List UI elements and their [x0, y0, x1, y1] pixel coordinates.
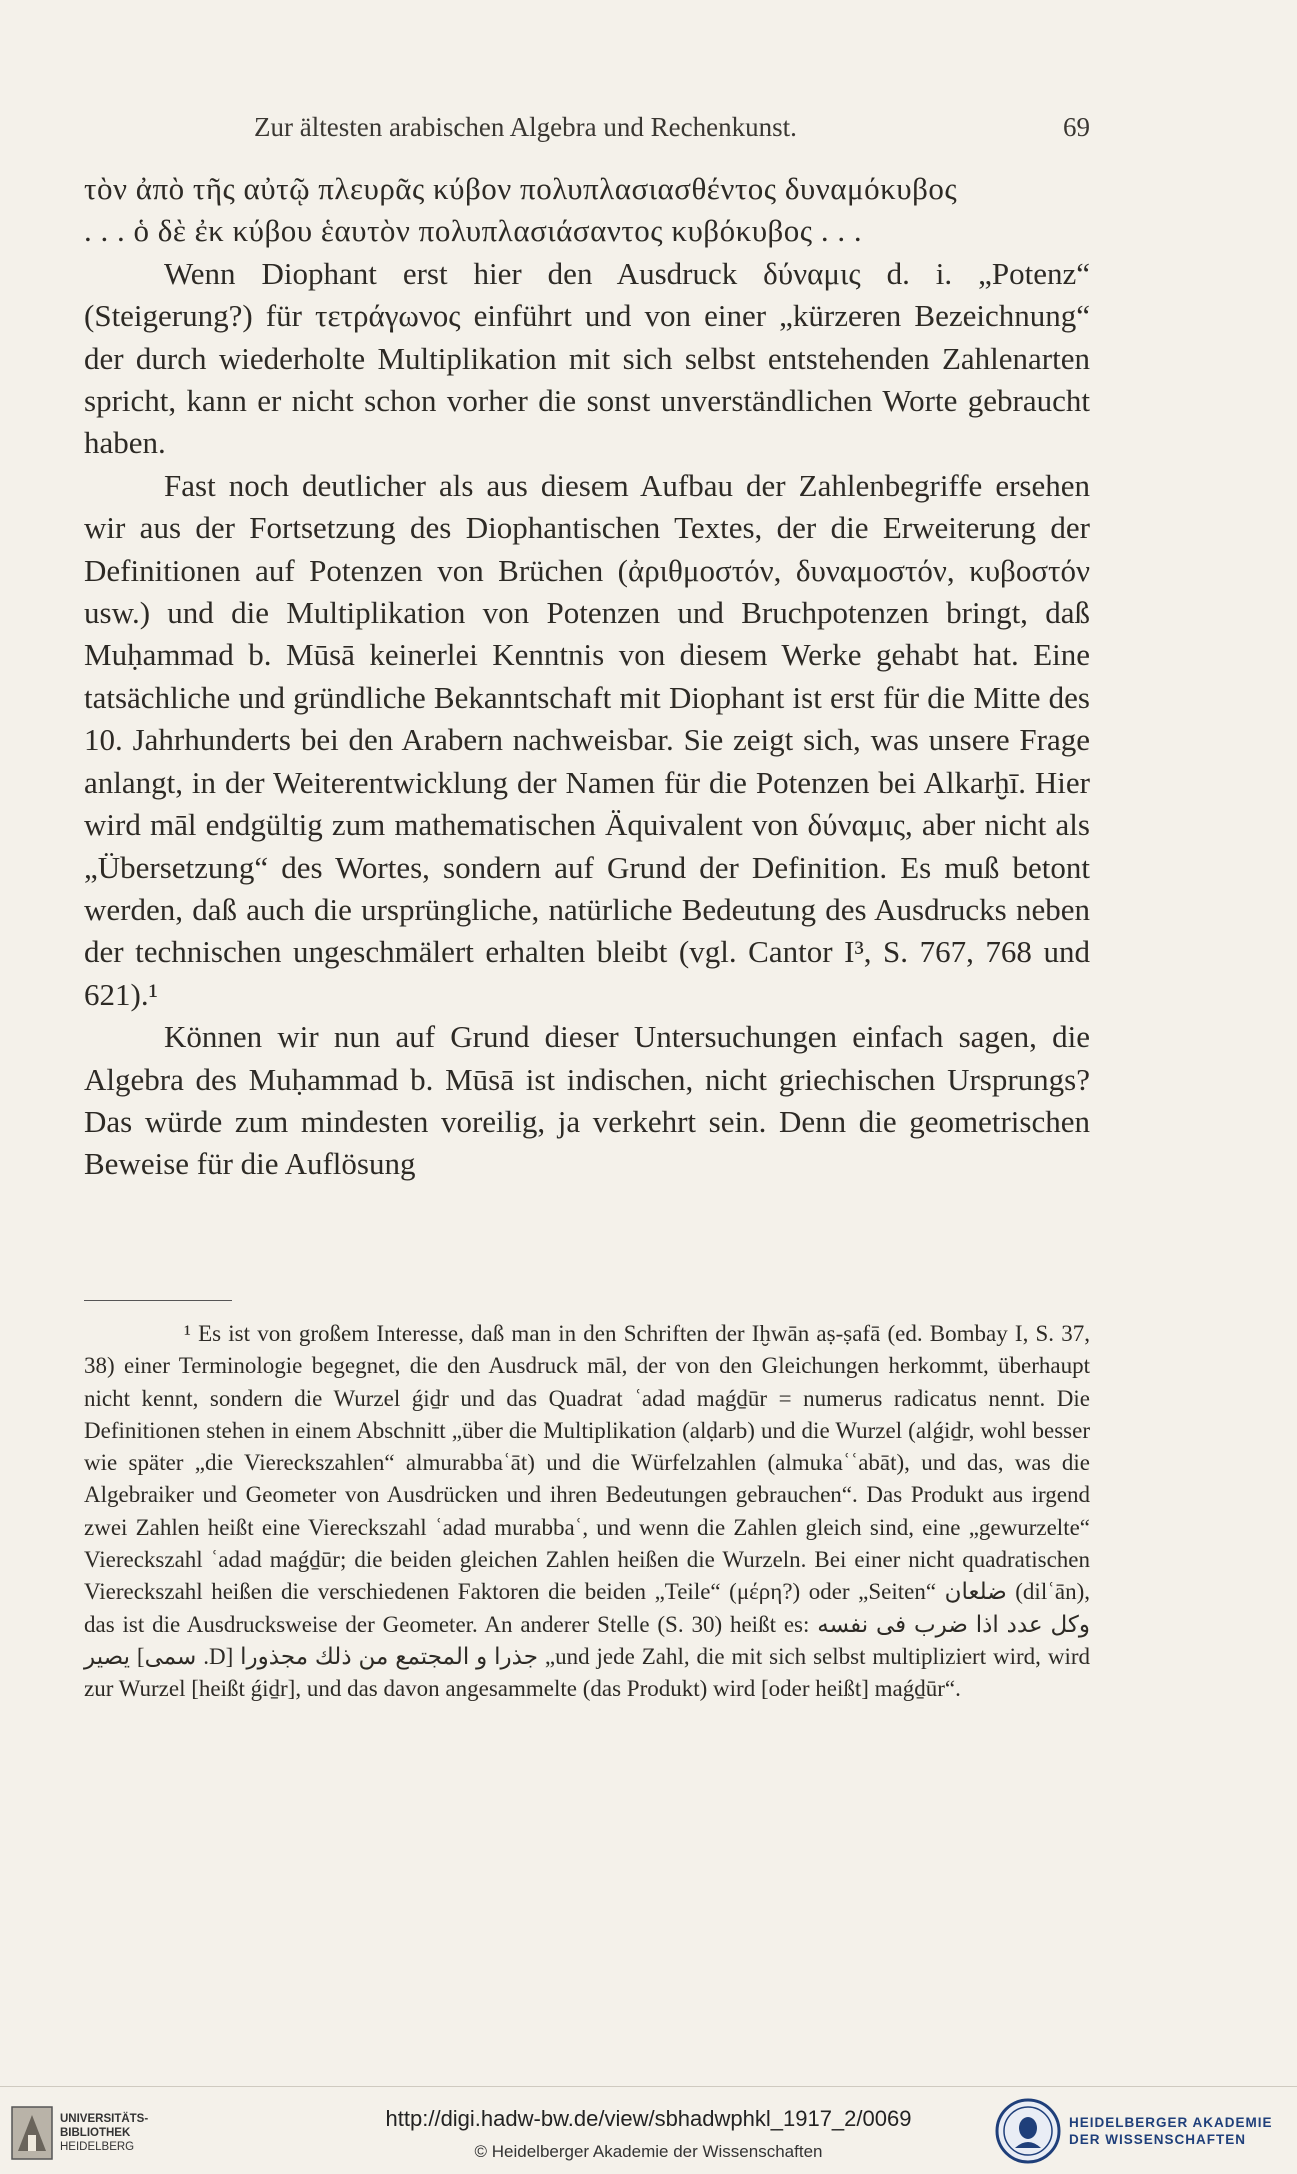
academy-name-line-1: HEIDELBERGER AKADEMIE — [1069, 2115, 1273, 2130]
academy-logo[interactable] — [995, 2096, 1285, 2166]
permalink-url[interactable]: http://digi.hadw-bw.de/view/sbhadwphkl_1917_2/0069 — [385, 2106, 912, 2131]
viewer-footer — [0, 2086, 1297, 2174]
running-title: Zur ältesten arabischen Algebra und Rechenkunst. — [254, 112, 797, 142]
main-text — [84, 168, 1090, 1186]
greek-quote-line-1: τὸν ἀπὸ τῆς αὐτῷ πλευρᾶς κύβον πολυπλασιασθέντος δυναμόκυβος — [84, 171, 958, 206]
footnote-divider — [84, 1300, 232, 1301]
copyright-notice: © Heidelberger Akademie der Wissenschaften — [474, 2142, 823, 2161]
paragraph-3: Können wir nun auf Grund dieser Untersuchungen einfach sagen, die Algebra des Muḥammad b. Mūsā ist indischen, nicht griechischen Ursprungs? Das würde zum mindesten voreilig, ja verkehrt sein. Denn die geometrischen Beweise für die Auflösung — [84, 1019, 1090, 1182]
footnote-1: ¹ Es ist von großem Interesse, daß man in den Schriften der Iḫwān aṣ-ṣafā (ed. Bombay I, S. 37, 38) einer Terminologie begegnet, die den Ausdruck māl, der von den Gleichungen herkommt, überhaupt nicht kennt, sondern die Wurzel ǵiḏr und das Quadrat ʿadad maǵḏūr = numerus radicatus nennt. Die Definitionen stehen in einem Abschnitt „über die Multiplikation (alḍarb) und die Wurzel (alǵiḏr, wohl besser wie später „die Viereckszahlen“ almurabbaʿāt) und die Würfelzahlen (almukaʿʿabāt), und das, was die Algebraiker und Geometer von Ausdrücken und ihren Bedeutungen gebrauchen“. Das Produkt aus irgend zwei Zahlen heißt eine Viereckszahl ʿadad murabbaʿ, und wenn die Zahlen gleich sind, eine „gewurzelte“ Viereckszahl ʿadad maǵḏūr; die beiden gleichen Zahlen heißen die Wurzeln. Bei einer nicht quadratischen Viereckszahl heißen die verschiedenen Faktoren die beiden „Teile“ (μέρη?) oder „Seiten“ ضلعان (dilʿān), das ist die Ausdrucksweise der Geometer. An anderer Stelle (S. 30) heißt es: وكل عدد اذا ضرب فى نفسه يصير [سمى .D] جذرا و المجتمع من ذلك مجذورا „und jede Zahl, die mit sich selbst multipliziert wird, wird zur Wurzel [heißt ǵiḏr], und das davon angesammelte (das Produkt) wird [oder heißt] maǵḏūr“. — [84, 1321, 1090, 1702]
paragraph-1: Wenn Diophant erst hier den Ausdruck δύναμις d. i. „Potenz“ (Steigerung?) für τετράγωνος einführt und von einer „kürzeren Bezeichnung“ der durch wiederholte Multiplikation mit sich selbst entstehenden Zahlenarten spricht, kann er nicht schon vorher die sonst unverständlichen Worte gebraucht haben. — [84, 255, 1090, 461]
greek-quote-line-2: . . . ὁ δὲ ἐκ κύβου ἑαυτὸν πολυπλασιάσαντος κυβόκυβος . . . — [84, 213, 863, 249]
library-name-line-1: UNIVERSITÄTS- — [60, 2113, 149, 2125]
academy-seal-icon — [995, 2098, 1061, 2164]
paragraph-2: Fast noch deutlicher als aus diesem Aufbau der Zahlenbegriffe ersehen wir aus der Fortsetzung des Diophantischen Textes, der die Erweiterung der Definitionen auf Potenzen von Brüchen (ἀριθμοστόν, δυναμοστόν, κυβοστόν usw.) und die Multiplikation von Potenzen und Bruchpotenzen bringt, daß Muḥammad b. Mūsā keinerlei Kenntnis von diesem Werke gehabt hat. Eine tatsächliche und gründliche Bekanntschaft mit Diophant ist erst für die Mitte des 10. Jahrhunderts bei den Arabern nachweisbar. Sie zeigt sich, was unsere Frage anlangt, in der Weiterentwicklung der Namen für die Potenzen bei Alkarḫī. Hier wird māl endgültig zum mathematischen Äquivalent von δύναμις, aber nicht als „Übersetzung“ des Wortes, sondern auf Grund der Definition. Es muß betont werden, daß auch die ursprüngliche, natürliche Bedeutung des Ausdrucks neben der technischen ungeschmälert erhalten bleibt (vgl. Cantor I³, S. 767, 768 und 621).¹ — [84, 467, 1090, 1012]
running-header — [84, 112, 1090, 143]
academy-name-line-2: DER WISSENSCHAFTEN — [1069, 2132, 1247, 2147]
library-name-line-2: BIBLIOTHEK — [60, 2127, 131, 2139]
footer-rule — [0, 2086, 1297, 2087]
page-number: 69 — [1063, 112, 1090, 142]
library-name-line-3: HEIDELBERG — [60, 2141, 135, 2153]
